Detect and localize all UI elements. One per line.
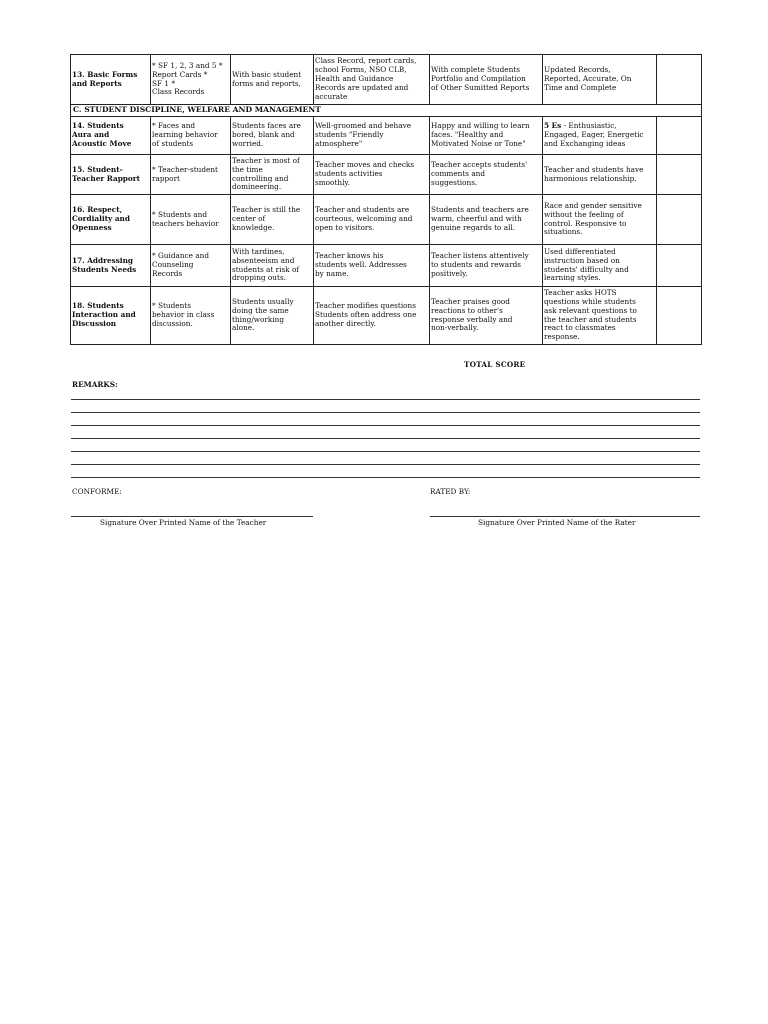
five-es-label: 5 Es xyxy=(544,121,562,131)
conforme-label: CONFORME: xyxy=(72,487,122,496)
remarks-line[interactable] xyxy=(71,412,700,413)
means-of-verification-cell: * Faces and learning behavior of students xyxy=(151,117,231,155)
level-4-text: - Enthusiastic, Engaged, Eager, Energetic and Exchanging ideas xyxy=(544,121,644,148)
indicator-cell: 14. Students Aura and Acoustic Move xyxy=(71,117,151,155)
indicator-cell: 13. Basic Forms and Reports xyxy=(71,55,151,105)
rubric-row-14 xyxy=(71,117,702,155)
level-4-cell: Used differentiated instruction based on students' difficulty and learning styles. xyxy=(543,245,657,287)
level-4-cell xyxy=(543,117,657,155)
score-cell[interactable] xyxy=(657,287,702,345)
indicator-cell: 17. Addressing Students Needs xyxy=(71,245,151,287)
level-1-cell: With basic student forms and reports, xyxy=(231,55,314,105)
level-3-cell: Happy and willing to learn faces. "Healthy and Motivated Noise or Tone" xyxy=(430,117,543,155)
level-4-cell: Updated Records, Reported, Accurate, On Time and Complete xyxy=(543,55,657,105)
remarks-line[interactable] xyxy=(71,399,700,400)
remarks-line[interactable] xyxy=(71,438,700,439)
remarks-label: REMARKS: xyxy=(72,380,118,389)
means-of-verification-cell: * SF 1, 2, 3 and 5 * Report Cards * SF 1 * Class Records xyxy=(151,55,231,105)
indicator-cell: 16. Respect, Cordiality and Openness xyxy=(71,195,151,245)
means-of-verification-cell: * Guidance and Counseling Records xyxy=(151,245,231,287)
level-4-cell: Race and gender sensitive without the feeling of control. Responsive to situations. xyxy=(543,195,657,245)
section-c-heading: C. STUDENT DISCIPLINE, WELFARE AND MANAGEMENT xyxy=(71,105,702,117)
level-1-cell: Teacher is still the center of knowledge. xyxy=(231,195,314,245)
rater-signature-caption: Signature Over Printed Name of the Rater xyxy=(478,518,636,527)
level-1-cell: Students faces are bored, blank and worried. xyxy=(231,117,314,155)
section-header-row xyxy=(71,105,702,117)
remarks-line[interactable] xyxy=(71,425,700,426)
means-of-verification-cell: * Teacher-student rapport xyxy=(151,155,231,195)
total-score-label: TOTAL SCORE xyxy=(464,360,526,369)
means-of-verification-cell: * Students and teachers behavior xyxy=(151,195,231,245)
level-4-cell: Teacher asks HOTS questions while students ask relevant questions to the teacher and students react to classmates response. xyxy=(543,287,657,345)
level-3-cell: With complete Students Portfolio and Compilation of Other Sumitted Reports xyxy=(430,55,543,105)
rubric-row-15 xyxy=(71,155,702,195)
indicator-cell: 15. Student- Teacher Rapport xyxy=(71,155,151,195)
rubric-table xyxy=(70,54,702,345)
level-2-cell: Well-groomed and behave students "Friendly atmosphere" xyxy=(314,117,430,155)
level-2-cell: Teacher moves and checks students activities smoothly. xyxy=(314,155,430,195)
level-3-cell: Teacher accepts students' comments and suggestions. xyxy=(430,155,543,195)
teacher-signature-caption: Signature Over Printed Name of the Teacher xyxy=(100,518,267,527)
remarks-line[interactable] xyxy=(71,464,700,465)
remarks-line[interactable] xyxy=(71,477,700,478)
score-cell[interactable] xyxy=(657,117,702,155)
indicator-cell: 18. Students Interaction and Discussion xyxy=(71,287,151,345)
level-2-cell: Teacher and students are courteous, welcoming and open to visitors. xyxy=(314,195,430,245)
level-2-cell: Class Record, report cards, school Forms, NSO CLB, Health and Guidance Records are updated and accurate xyxy=(314,55,430,105)
teacher-signature-line[interactable] xyxy=(71,516,313,517)
remarks-line[interactable] xyxy=(71,451,700,452)
level-1-cell: Students usually doing the same thing/working alone. xyxy=(231,287,314,345)
rubric-row-18 xyxy=(71,287,702,345)
level-2-cell: Teacher knows his students well. Addresses by name. xyxy=(314,245,430,287)
rater-signature-line[interactable] xyxy=(430,516,700,517)
means-of-verification-cell: * Students behavior in class discussion. xyxy=(151,287,231,345)
rubric-row-13 xyxy=(71,55,702,105)
rated-by-label: RATED BY: xyxy=(430,487,471,496)
level-1-cell: With tardines, absenteeism and students at risk of dropping outs. xyxy=(231,245,314,287)
level-3-cell: Teacher praises good reactions to other's response verbally and non-verbally. xyxy=(430,287,543,345)
score-cell[interactable] xyxy=(657,55,702,105)
score-cell[interactable] xyxy=(657,155,702,195)
rubric-row-17 xyxy=(71,245,702,287)
score-cell[interactable] xyxy=(657,195,702,245)
rubric-row-16 xyxy=(71,195,702,245)
level-4-cell: Teacher and students have harmonious relationship. xyxy=(543,155,657,195)
level-3-cell: Students and teachers are warm, cheerful and with genuine regards to all. xyxy=(430,195,543,245)
level-1-cell: Teacher is most of the time controlling and domineering. xyxy=(231,155,314,195)
level-2-cell: Teacher modifies questions Students often address one another directly. xyxy=(314,287,430,345)
score-cell[interactable] xyxy=(657,245,702,287)
level-3-cell: Teacher listens attentively to students and rewards positively. xyxy=(430,245,543,287)
